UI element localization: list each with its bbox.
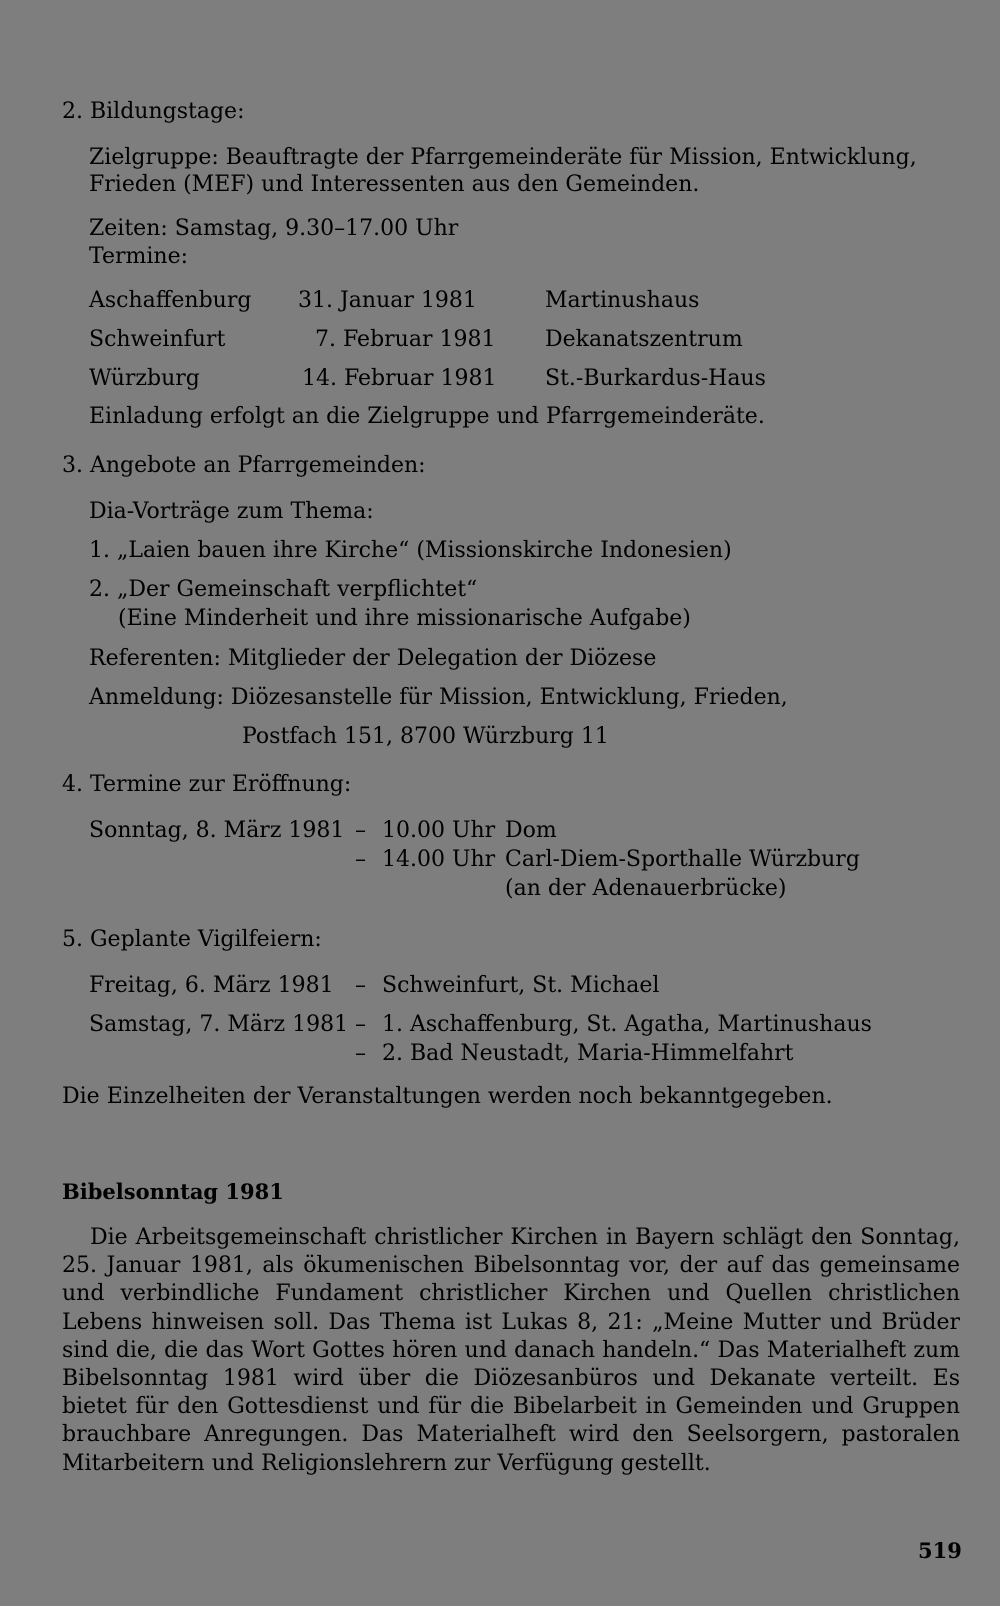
talk-1: 1. „Laien bauen ihre Kirche“ (Missionskirche Indonesien)	[89, 538, 732, 563]
schedule-venue: Martinushaus	[545, 288, 700, 313]
details-note: Die Einzelheiten der Veranstaltungen werden noch bekanntgegeben.	[62, 1084, 833, 1109]
vigil-event-3: 2. Bad Neustadt, Maria-Himmelfahrt	[382, 1041, 794, 1066]
schedule-city: Aschaffenburg	[89, 288, 252, 313]
address-line: Postfach 151, 8700 Würzburg 11	[242, 724, 609, 749]
opening-place-2: Carl-Diem-Sporthalle Würzburg	[505, 847, 860, 872]
schedule-city: Würzburg	[89, 366, 200, 391]
opening-time-1: 10.00 Uhr	[382, 818, 496, 843]
opening-place-1: Dom	[505, 818, 557, 843]
vigil-day-1: Freitag, 6. März 1981	[89, 973, 334, 998]
registration-line: Anmeldung: Diözesanstelle für Mission, Entwicklung, Frieden,	[89, 685, 788, 710]
dash: –	[355, 973, 366, 998]
vigil-event-2: 1. Aschaffenburg, St. Agatha, Martinushaus	[382, 1012, 872, 1037]
schedule-date: 31. Januar 1981	[298, 288, 477, 313]
dash: –	[355, 1012, 366, 1037]
section-2-heading: 2. Bildungstage:	[62, 99, 245, 124]
section-4-heading: 4. Termine zur Eröffnung:	[62, 772, 352, 797]
target-group-line-1: Zielgruppe: Beauftragte der Pfarrgemeinderäte für Mission, Entwicklung,	[89, 145, 917, 170]
schedule-date: 14. Februar 1981	[302, 366, 497, 391]
target-group-line-2: Frieden (MEF) und Interessenten aus den Gemeinden.	[89, 172, 700, 197]
schedule-venue: St.-Burkardus-Haus	[545, 366, 766, 391]
section-3-heading: 3. Angebote an Pfarrgemeinden:	[62, 453, 426, 478]
section-5-heading: 5. Geplante Vigilfeiern:	[62, 927, 322, 952]
schedule-city: Schweinfurt	[89, 327, 226, 352]
dash: –	[355, 847, 366, 872]
dates-label: Termine:	[89, 244, 188, 269]
slides-label: Dia-Vorträge zum Thema:	[89, 499, 374, 524]
times-line: Zeiten: Samstag, 9.30–17.00 Uhr	[89, 216, 459, 241]
opening-place-2-note: (an der Adenauerbrücke)	[505, 876, 787, 901]
opening-time-2: 14.00 Uhr	[382, 847, 496, 872]
schedule-venue: Dekanatszentrum	[545, 327, 743, 352]
invitation-line: Einladung erfolgt an die Zielgruppe und Pfarrgemeinderäte.	[89, 404, 765, 429]
speakers-line: Referenten: Mitglieder der Delegation der Diözese	[89, 646, 657, 671]
dash: –	[355, 818, 366, 843]
bible-sunday-heading: Bibelsonntag 1981	[62, 1179, 284, 1204]
dash: –	[355, 1041, 366, 1066]
talk-2-subtitle: (Eine Minderheit und ihre missionarische Aufgabe)	[118, 606, 691, 631]
schedule-date: 7. Februar 1981	[315, 327, 496, 352]
bible-sunday-paragraph: Die Arbeitsgemeinschaft christlicher Kirchen in Bayern schlägt den Sonntag, 25. Januar 1981, als ökumenischen Bibelsonntag vor, der auf das gemeinsame und verbindliche Fundament christlicher Kirchen und Quellen christlichen Lebens hinweisen soll. Das Thema ist Lukas 8, 21: „Meine Mutter und Brüder sind die, die das Wort Gottes hören und danach handeln.“ Das Materialheft zum Bibelsonntag 1981 wird über die Diözesanbüros und Dekanate verteilt. Es bietet für den Gottesdienst und für die Bibelarbeit in Gemeinden und Gruppen brauchbare Anregungen. Das Materialheft wird den Seelsorgern, pastoralen Mitarbeitern und Religionslehrern zur Verfügung gestellt.	[62, 1225, 960, 1476]
talk-2-title: 2. „Der Gemeinschaft verpflichtet“	[89, 577, 478, 602]
page-number: 519	[918, 1538, 962, 1563]
opening-date: Sonntag, 8. März 1981	[89, 818, 345, 843]
vigil-event-1: Schweinfurt, St. Michael	[382, 973, 660, 998]
vigil-day-2: Samstag, 7. März 1981	[89, 1012, 349, 1037]
